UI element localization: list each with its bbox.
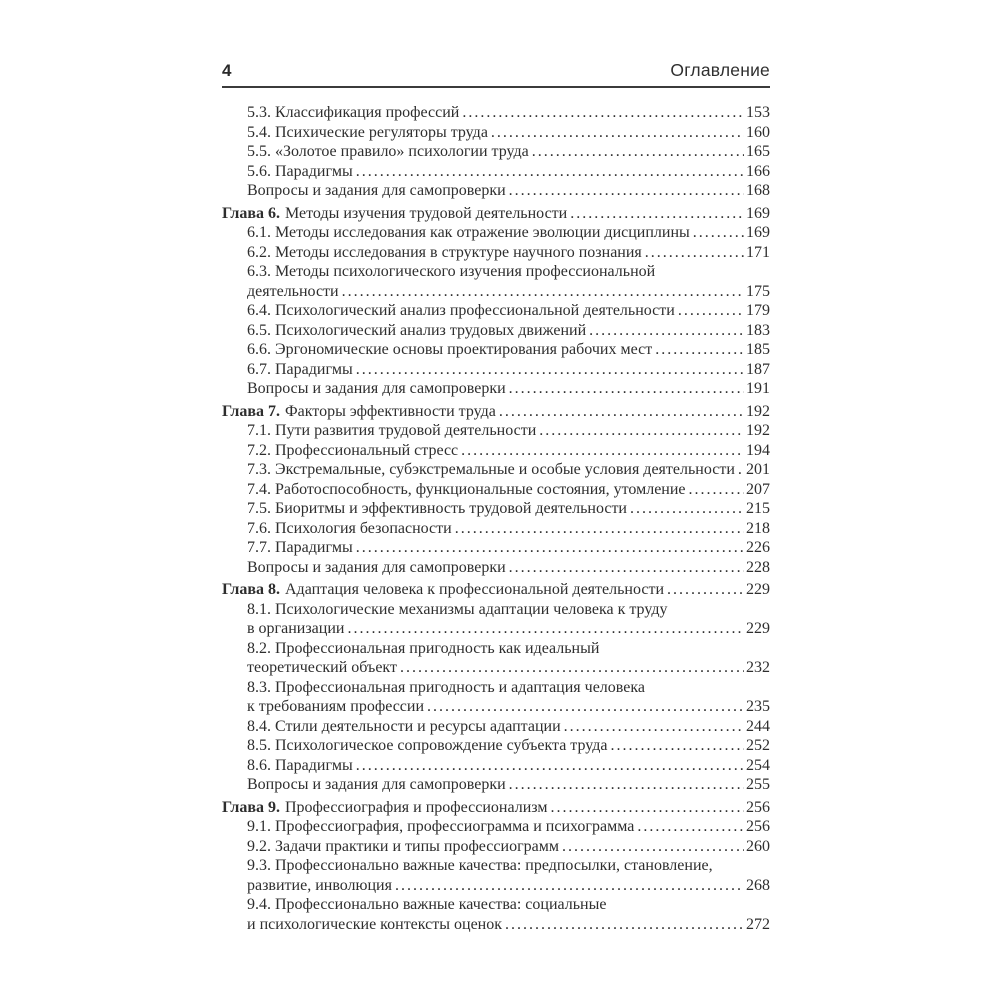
dot-leader bbox=[738, 460, 744, 480]
toc-entry bbox=[222, 441, 770, 461]
dot-leader bbox=[539, 421, 744, 441]
dot-leader bbox=[509, 558, 744, 578]
entry-page-number: 187 bbox=[746, 360, 770, 378]
dot-leader bbox=[570, 204, 744, 224]
toc-entry bbox=[222, 519, 770, 539]
entry-title: 6.3. Методы психологического изучения профессиональной bbox=[247, 263, 656, 280]
toc-entry bbox=[222, 282, 770, 302]
toc-entry bbox=[222, 619, 770, 639]
entry-page-number: 268 bbox=[746, 876, 770, 894]
toc-entry bbox=[222, 736, 770, 756]
toc-entry bbox=[222, 817, 770, 837]
entry-page-number: 207 bbox=[746, 480, 770, 498]
entry-page-number: 229 bbox=[746, 581, 770, 598]
entry-page-number: 232 bbox=[746, 659, 770, 676]
entry-page-number: 168 bbox=[746, 182, 770, 199]
entry-title: 9.3. Профессионально важные качества: предпосылки, становление, bbox=[247, 857, 713, 874]
entry-page-number: 228 bbox=[746, 558, 770, 576]
entry-title: 8.1. Психологические механизмы адаптации человека к труду bbox=[247, 600, 668, 618]
entry-page-number: 166 bbox=[746, 162, 770, 180]
toc-entry bbox=[222, 499, 770, 519]
toc-entry bbox=[222, 658, 770, 678]
chapter-label: Глава 7. bbox=[222, 402, 280, 420]
entry-title: 6.4. Психологический анализ профессиональной деятельности bbox=[247, 302, 675, 319]
entry-title: теоретический объект bbox=[247, 659, 397, 676]
toc-entry bbox=[222, 876, 770, 896]
page-content bbox=[222, 60, 770, 934]
toc-entry bbox=[222, 697, 770, 717]
dot-leader bbox=[509, 775, 744, 795]
entry-page-number: 244 bbox=[746, 717, 770, 735]
dot-leader bbox=[564, 717, 744, 737]
toc-entry bbox=[222, 142, 770, 162]
entry-title: 7.5. Биоритмы и эффективность трудовой деятельности bbox=[247, 500, 627, 517]
entry-title: к требованиям профессии bbox=[247, 698, 425, 715]
dot-leader bbox=[509, 379, 744, 399]
chapter-label: Глава 8. bbox=[222, 581, 280, 598]
dot-leader bbox=[689, 480, 744, 500]
entry-title: Вопросы и задания для самопроверки bbox=[247, 380, 506, 397]
toc-entry bbox=[222, 600, 770, 620]
entry-page-number: 235 bbox=[746, 698, 770, 715]
entry-page-number: 165 bbox=[746, 143, 770, 160]
entry-title: Вопросы и задания для самопроверки bbox=[247, 776, 506, 793]
entry-page-number: 169 bbox=[746, 224, 770, 241]
dot-leader bbox=[356, 538, 744, 558]
entry-page-number: 169 bbox=[746, 204, 770, 222]
entry-title: Профессиография и профессионализм bbox=[285, 798, 548, 816]
toc-entry bbox=[222, 321, 770, 341]
entry-title: 5.4. Психические регуляторы труда bbox=[247, 123, 488, 141]
dot-leader bbox=[400, 658, 744, 678]
entry-page-number: 171 bbox=[746, 243, 770, 261]
entry-title: 8.3. Профессиональная пригодность и адаптация человека bbox=[247, 678, 645, 696]
toc-entry bbox=[222, 558, 770, 578]
toc-entry bbox=[222, 340, 770, 360]
dot-leader bbox=[461, 441, 744, 461]
toc-entry bbox=[222, 421, 770, 441]
toc-entry bbox=[222, 538, 770, 558]
entry-title: в организации bbox=[247, 620, 345, 637]
dot-leader bbox=[356, 162, 744, 182]
entry-page-number: 175 bbox=[746, 282, 770, 300]
toc-entry bbox=[222, 262, 770, 282]
entry-title: 6.2. Методы исследования в структуре научного познания bbox=[247, 243, 642, 261]
entry-page-number: 160 bbox=[746, 123, 770, 141]
dot-leader bbox=[462, 103, 744, 123]
entry-title: Методы изучения трудовой деятельности bbox=[285, 204, 568, 222]
entry-title: 5.5. «Золотое правило» психологии труда bbox=[247, 143, 529, 160]
dot-leader bbox=[491, 123, 744, 143]
chapter-label: Глава 6. bbox=[222, 204, 280, 222]
dot-leader bbox=[505, 915, 744, 935]
entry-page-number: 254 bbox=[746, 756, 770, 774]
dot-leader bbox=[645, 243, 744, 263]
toc-chapter-entry bbox=[222, 204, 770, 224]
dot-leader bbox=[693, 223, 744, 243]
toc-list bbox=[222, 103, 770, 934]
entry-title: 9.4. Профессионально важные качества: социальные bbox=[247, 896, 607, 913]
entry-title: 8.4. Стили деятельности и ресурсы адаптации bbox=[247, 717, 561, 735]
entry-page-number: 256 bbox=[746, 818, 770, 835]
toc-entry bbox=[222, 756, 770, 776]
toc-entry bbox=[222, 243, 770, 263]
toc-entry bbox=[222, 181, 770, 201]
dot-leader bbox=[611, 736, 744, 756]
entry-title: 7.7. Парадигмы bbox=[247, 539, 353, 556]
entry-page-number: 229 bbox=[746, 620, 770, 637]
toc-entry bbox=[222, 103, 770, 123]
toc-entry bbox=[222, 162, 770, 182]
entry-title: 5.3. Классификация профессий bbox=[247, 104, 460, 121]
dot-leader bbox=[678, 301, 744, 321]
dot-leader bbox=[499, 402, 744, 422]
toc-entry bbox=[222, 639, 770, 659]
toc-entry bbox=[222, 856, 770, 876]
dot-leader bbox=[455, 519, 744, 539]
toc-entry bbox=[222, 223, 770, 243]
entry-title: Вопросы и задания для самопроверки bbox=[247, 558, 506, 576]
entry-page-number: 256 bbox=[746, 798, 770, 816]
entry-title: Адаптация человека к профессиональной деятельности bbox=[285, 581, 665, 598]
toc-entry bbox=[222, 717, 770, 737]
entry-page-number: 185 bbox=[746, 341, 770, 358]
entry-title: 6.1. Методы исследования как отражение эволюции дисциплины bbox=[247, 224, 690, 241]
entry-title: 7.3. Экстремальные, субэкстремальные и особые условия деятельности bbox=[247, 461, 735, 478]
entry-page-number: 252 bbox=[746, 737, 770, 754]
toc-entry bbox=[222, 123, 770, 143]
entry-title: 8.6. Парадигмы bbox=[247, 756, 353, 774]
running-title: Оглавление bbox=[670, 60, 770, 80]
dot-leader bbox=[347, 619, 744, 639]
dot-leader bbox=[637, 817, 744, 837]
entry-title: 6.7. Парадигмы bbox=[247, 360, 353, 378]
dot-leader bbox=[532, 142, 744, 162]
entry-title: 7.6. Психология безопасности bbox=[247, 519, 452, 537]
toc-chapter-entry bbox=[222, 402, 770, 422]
dot-leader bbox=[356, 360, 744, 380]
dot-leader bbox=[562, 837, 744, 857]
entry-title: деятельности bbox=[247, 282, 339, 300]
entry-title: 5.6. Парадигмы bbox=[247, 162, 353, 180]
dot-leader bbox=[630, 499, 744, 519]
entry-page-number: 255 bbox=[746, 776, 770, 793]
entry-title: 9.2. Задачи практики и типы профессиограмм bbox=[247, 837, 559, 855]
dot-leader bbox=[655, 340, 744, 360]
entry-title: 8.2. Профессиональная пригодность как идеальный bbox=[247, 639, 600, 657]
dot-leader bbox=[342, 282, 744, 302]
entry-title: 6.5. Психологический анализ трудовых движений bbox=[247, 321, 587, 339]
entry-title: развитие, инволюция bbox=[247, 876, 392, 894]
toc-entry bbox=[222, 775, 770, 795]
entry-page-number: 153 bbox=[746, 104, 770, 121]
entry-page-number: 192 bbox=[746, 422, 770, 439]
entry-page-number: 192 bbox=[746, 402, 770, 420]
entry-page-number: 201 bbox=[746, 461, 770, 478]
entry-page-number: 260 bbox=[746, 837, 770, 855]
entry-title: 9.1. Профессиография, профессиограмма и психограмма bbox=[247, 818, 635, 835]
entry-title: и психологические контексты оценок bbox=[247, 915, 502, 933]
entry-page-number: 218 bbox=[746, 519, 770, 537]
dot-leader bbox=[427, 697, 744, 717]
dot-leader bbox=[356, 756, 744, 776]
toc-entry bbox=[222, 678, 770, 698]
page-header bbox=[222, 60, 770, 88]
chapter-label: Глава 9. bbox=[222, 798, 280, 816]
entry-page-number: 191 bbox=[746, 380, 770, 397]
entry-page-number: 194 bbox=[746, 441, 770, 459]
toc-entry bbox=[222, 837, 770, 857]
entry-page-number: 272 bbox=[746, 915, 770, 933]
toc-entry bbox=[222, 895, 770, 915]
dot-leader bbox=[395, 876, 744, 896]
toc-entry bbox=[222, 480, 770, 500]
entry-title: 7.2. Профессиональный стресс bbox=[247, 441, 459, 459]
toc-entry bbox=[222, 379, 770, 399]
entry-title: 8.5. Психологическое сопровождение субъекта труда bbox=[247, 737, 608, 754]
entry-title: Факторы эффективности труда bbox=[285, 402, 496, 420]
entry-title: 7.4. Работоспособность, функциональные состояния, утомление bbox=[247, 480, 686, 498]
entry-title: 6.6. Эргономические основы проектирования рабочих мест bbox=[247, 341, 653, 358]
toc-entry bbox=[222, 301, 770, 321]
toc-entry bbox=[222, 360, 770, 380]
entry-page-number: 179 bbox=[746, 302, 770, 319]
entry-page-number: 226 bbox=[746, 539, 770, 556]
page-number: 4 bbox=[222, 61, 232, 80]
toc-chapter-entry bbox=[222, 580, 770, 600]
entry-title: Вопросы и задания для самопроверки bbox=[247, 182, 506, 199]
toc-entry bbox=[222, 915, 770, 935]
entry-page-number: 215 bbox=[746, 500, 770, 517]
dot-leader bbox=[667, 580, 744, 600]
entry-title: 7.1. Пути развития трудовой деятельности bbox=[247, 422, 537, 439]
toc-chapter-entry bbox=[222, 798, 770, 818]
entry-page-number: 183 bbox=[746, 321, 770, 339]
dot-leader bbox=[550, 798, 744, 818]
toc-entry bbox=[222, 460, 770, 480]
dot-leader bbox=[509, 181, 744, 201]
dot-leader bbox=[589, 321, 744, 341]
